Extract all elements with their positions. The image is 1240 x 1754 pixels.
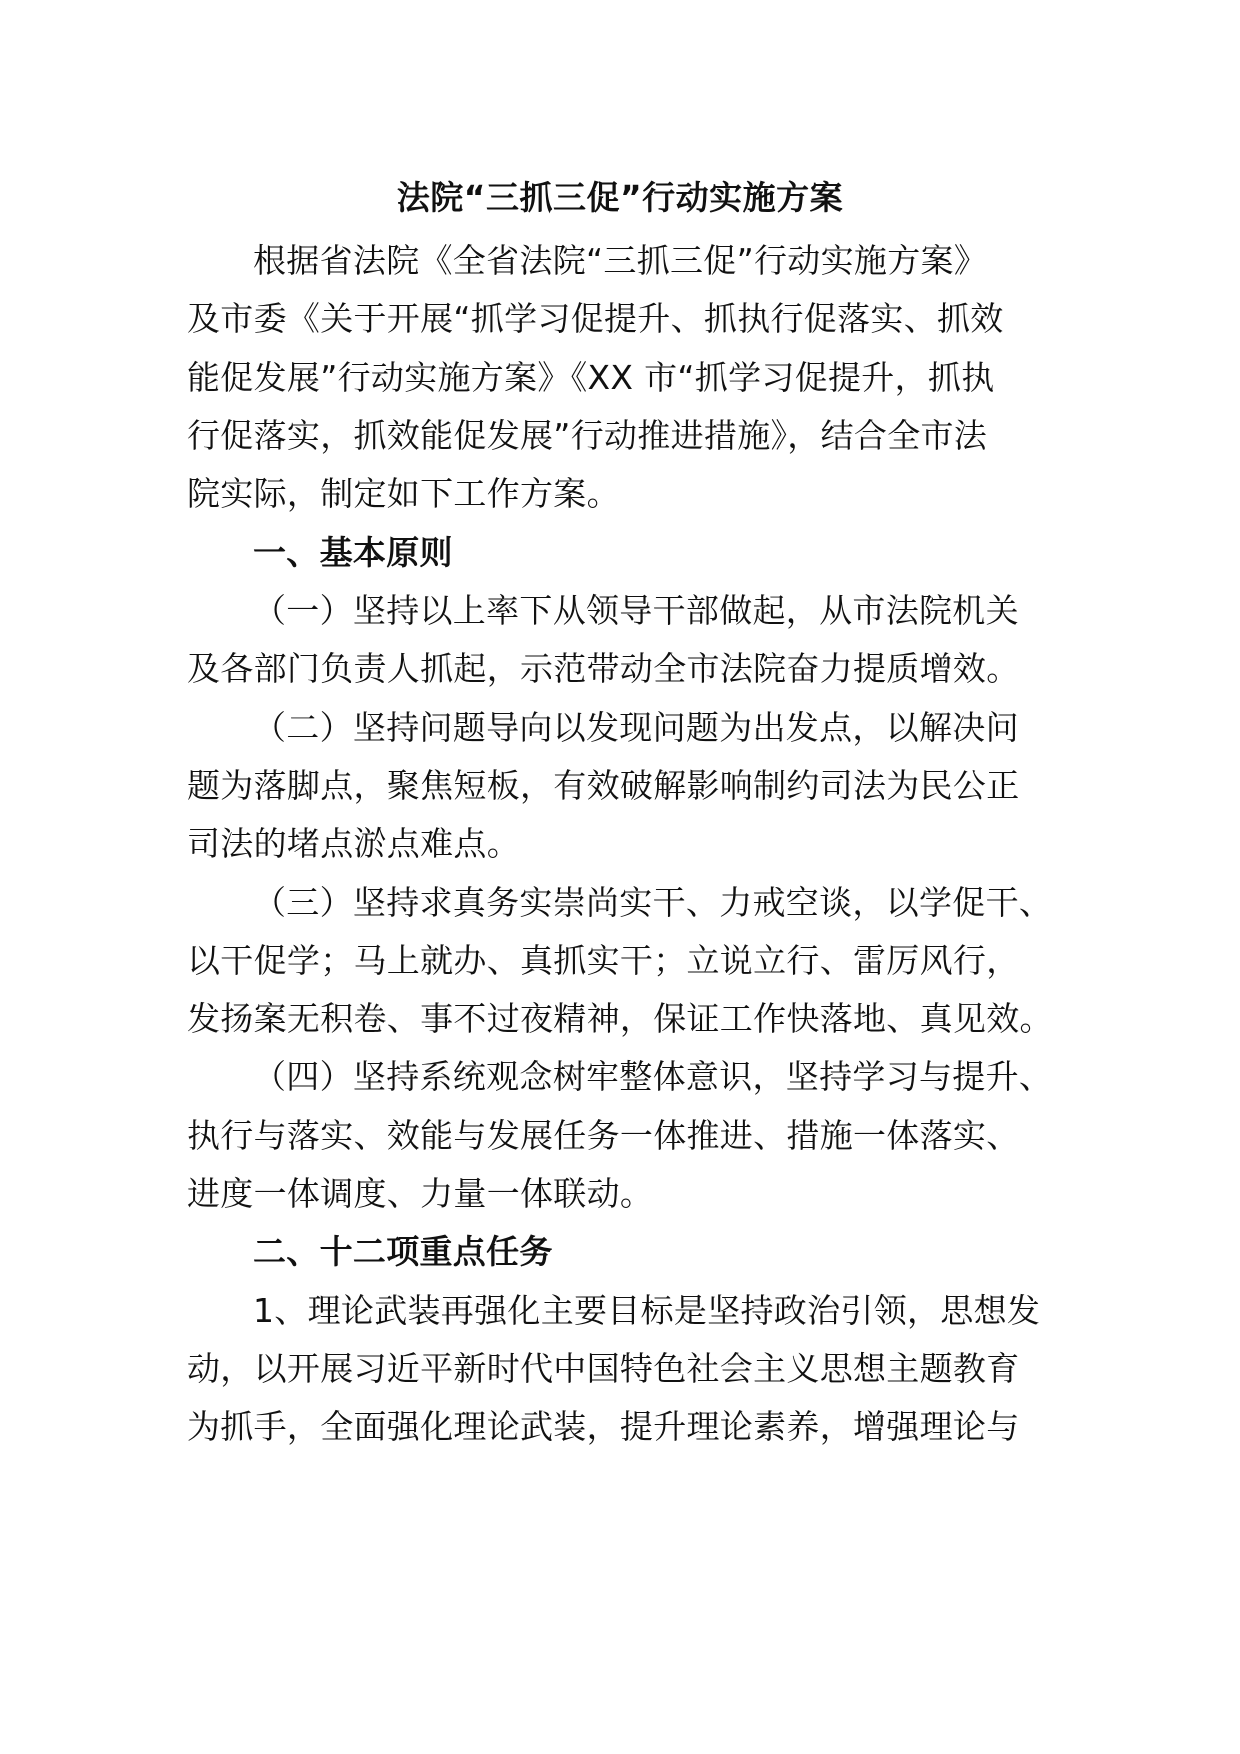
paragraph-line: 进度一体调度、力量一体联动。 (187, 1174, 654, 1213)
document-title: 法院“三抓三促”行动实施方案 (396, 178, 844, 217)
paragraph-line: 能促发展”行动实施方案》《XX 市“抓学习促提升，抓执 (187, 358, 995, 397)
paragraph-line: （二）坚持问题导向以发现问题为出发点，以解决问 (253, 708, 1019, 747)
paragraph-line: 1、理论武装再强化主要目标是坚持政治引领，思想发 (253, 1291, 1041, 1330)
paragraph-line: 及各部门负责人抓起，示范带动全市法院奋力提质增效。 (187, 649, 1020, 688)
paragraph-line: 及市委《关于开展“抓学习促提升、抓执行促落实、抓效 (187, 299, 1004, 338)
paragraph-line: 发扬案无积卷、事不过夜精神，保证工作快落地、真见效。 (187, 999, 1053, 1038)
paragraph-line: 院实际，制定如下工作方案。 (187, 474, 620, 513)
paragraph-line: 根据省法院《全省法院“三抓三促”行动实施方案》 (253, 241, 988, 280)
section-heading: 一、基本原则 (253, 533, 453, 572)
paragraph-line: 动，以开展习近平新时代中国特色社会主义思想主题教育 (187, 1349, 1020, 1388)
paragraph-line: 题为落脚点，聚焦短板，有效破解影响制约司法为民公正 (187, 766, 1020, 805)
paragraph-line: 执行与落实、效能与发展任务一体推进、措施一体落实、 (187, 1116, 1020, 1155)
paragraph-line: 以干促学；马上就办、真抓实干；立说立行、雷厉风行， (187, 941, 1020, 980)
paragraph-line: （一）坚持以上率下从领导干部做起，从市法院机关 (253, 591, 1019, 630)
section-heading: 二、十二项重点任务 (253, 1232, 553, 1271)
paragraph-line: （四）坚持系统观念树牢整体意识，坚持学习与提升、 (253, 1057, 1053, 1096)
paragraph-line: 行促落实，抓效能促发展”行动推进措施》，结合全市法 (187, 416, 988, 455)
paragraph-line: （三）坚持求真务实崇尚实干、力戒空谈，以学促干、 (253, 883, 1053, 922)
paragraph-line: 司法的堵点淤点难点。 (187, 824, 520, 863)
paragraph-line: 为抓手，全面强化理论武装，提升理论素养，增强理论与 (187, 1407, 1020, 1446)
